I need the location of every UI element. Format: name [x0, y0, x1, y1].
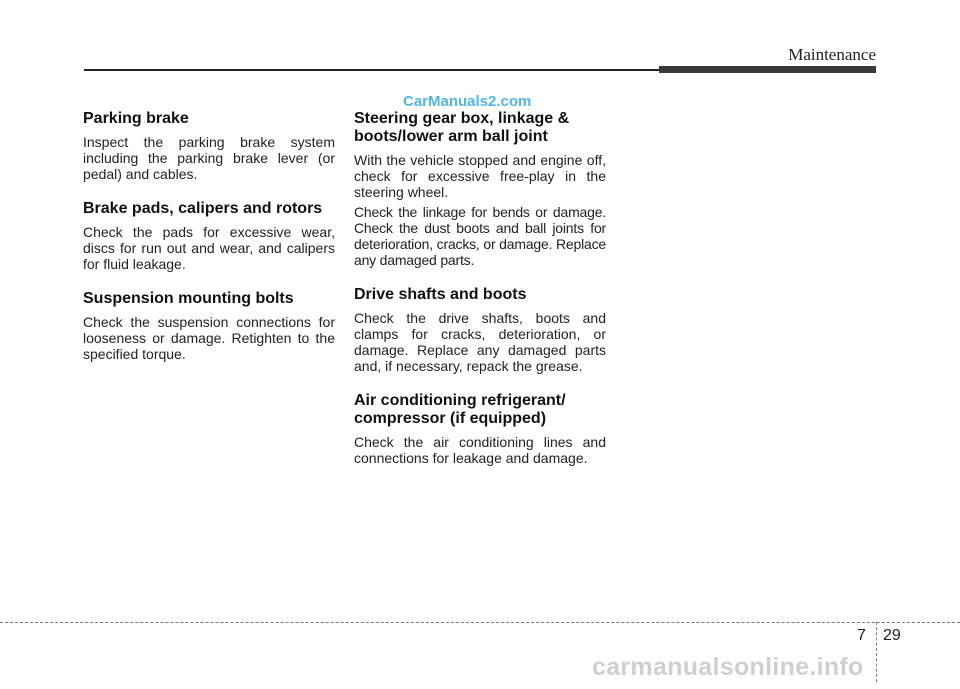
section-brake-pads [83, 200, 335, 272]
footer-divider [876, 622, 877, 682]
paragraph: Check the linkage for bends or damage. Check the dust boots and ball joints for deterioration, cracks, or damage. Replace any damaged parts. [354, 204, 606, 268]
header-rule [84, 69, 659, 71]
page-number: 29 [883, 627, 901, 644]
paragraph: Check the drive shafts, boots and clamps for cracks, deterioration, or damage. Replace any damaged parts and, if necessary, repack the grease. [354, 310, 606, 374]
section-body [354, 152, 606, 268]
watermark-top: CarManuals2.com [403, 93, 532, 110]
chapter-title: Maintenance [788, 45, 876, 64]
section-body [83, 314, 335, 362]
paragraph: Check the suspension connections for looseness or damage. Retighten to the specified torque. [83, 314, 335, 362]
right-column [354, 110, 606, 484]
section-steering-gear [354, 110, 606, 268]
section-suspension-bolts [83, 290, 335, 362]
paragraph: Check the air conditioning lines and connections for leakage and damage. [354, 434, 606, 466]
footer-rule [0, 622, 960, 623]
section-heading: Steering gear box, linkage & boots/lower arm ball joint [354, 110, 570, 145]
section-body [83, 134, 335, 182]
left-column [83, 110, 335, 380]
section-heading: Air conditioning refrigerant/ compressor (if equipped) [354, 392, 566, 427]
section-heading: Drive shafts and boots [354, 286, 527, 303]
chapter-number: 7 [857, 627, 866, 644]
section-body [354, 434, 606, 466]
section-heading: Parking brake [83, 110, 189, 127]
section-body [83, 224, 335, 272]
watermark-bottom: carmanualsonline.info [592, 653, 864, 681]
section-heading: Brake pads, calipers and rotors [83, 200, 323, 217]
section-parking-brake [83, 110, 335, 182]
paragraph: Inspect the parking brake system including the parking brake lever (or pedal) and cables. [83, 134, 335, 182]
section-heading: Suspension mounting bolts [83, 290, 294, 307]
paragraph: Check the pads for excessive wear, discs for run out and wear, and calipers for fluid leakage. [83, 224, 335, 272]
paragraph: With the vehicle stopped and engine off, check for excessive free-play in the steering wheel. [354, 152, 606, 200]
section-drive-shafts [354, 286, 606, 374]
header-bar [659, 66, 876, 73]
section-body [354, 310, 606, 374]
section-air-conditioning [354, 392, 606, 466]
